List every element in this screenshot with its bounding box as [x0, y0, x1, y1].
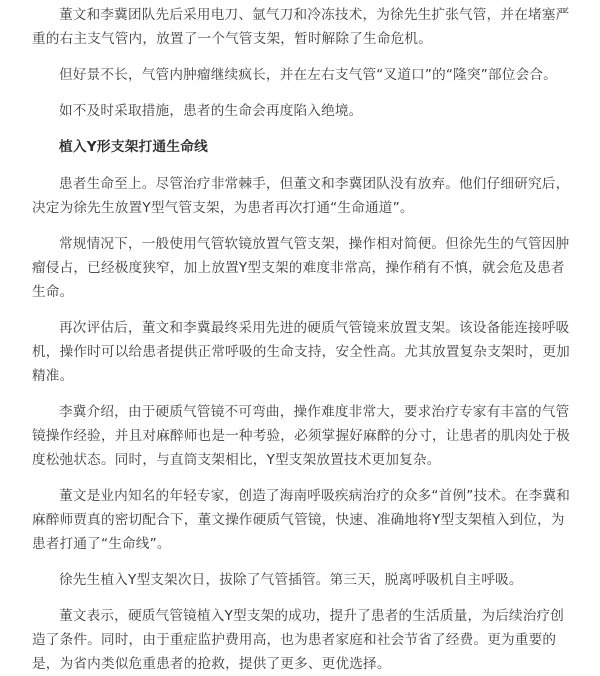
paragraph-9: 徐先生植入Y型支架次日，拔除了气管插管。第三天，脱离呼吸机自主呼吸。: [59, 572, 523, 588]
paragraph-10: 董文表示，硬质气管镜植入Y型支架的成功，提升了患者的生活质量，为后续治疗创造了条件。同时，由于重症监护费用高，也为患者家庭和社会节省了经费。更为重要的是，为省内类似危重患者的抢救，提供了更多、更优选择。: [32, 608, 565, 672]
paragraph-3: 如不及时采取措施，患者的生命会再度陷入绝境。: [59, 103, 363, 119]
paragraph-8: 董文是业内知名的年轻专家，创造了海南呼吸疾病治疗的众多“首例”技术。在李冀和麻醉师贾真的密切配合下，董文操作硬质气管镜，快速、准确地将Y型支架植入到位，为患者打通了“生命线”。: [32, 488, 571, 552]
paragraph-2: 但好景不长，气管内肿瘤继续疯长，并在左右支气管“叉道口”的“隆突”部位会合。: [59, 67, 557, 83]
paragraph-5: 常规情况下，一般使用气管软镜放置气管支架，操作相对简便。但徐先生的气管因肿瘤侵占，已经极度狭窄，加上放置Y型支架的难度非常高，操作稍有不慎，就会危及患者生命。: [32, 236, 570, 300]
article-body: [32, 0, 572, 676]
paragraph-7: 李冀介绍，由于硬质气管镜不可弯曲，操作难度非常大，要求治疗专家有丰富的气管镜操作经验，并且对麻醉师也是一种考验，必须掌握好麻醉的分寸，让患者的肌肉处于极度松弛状态。同时，与直筒支架相比，Y型支架放置技术更加复杂。: [32, 404, 570, 468]
section-heading: 植入Y形支架打通生命线: [59, 139, 209, 155]
paragraph-4: 患者生命至上。尽管治疗非常棘手，但董文和李冀团队没有放弃。他们仔细研究后，决定为徐先生放置Y型气管支架，为患者再次打通“生命通道”。: [32, 176, 570, 216]
paragraph-1: 董文和李冀团队先后采用电刀、氩气刀和冷冻技术，为徐先生扩张气管，并在堵塞严重的右主支气管内，放置了一个气管支架，暂时解除了生命危机。: [32, 7, 570, 47]
paragraph-6: 再次评估后，董文和李冀最终采用先进的硬质气管镜来放置支架。该设备能连接呼吸机，操作时可以给患者提供正常呼吸的生命支持，安全性高。尤其放置复杂支架时，更加精准。: [32, 320, 570, 384]
